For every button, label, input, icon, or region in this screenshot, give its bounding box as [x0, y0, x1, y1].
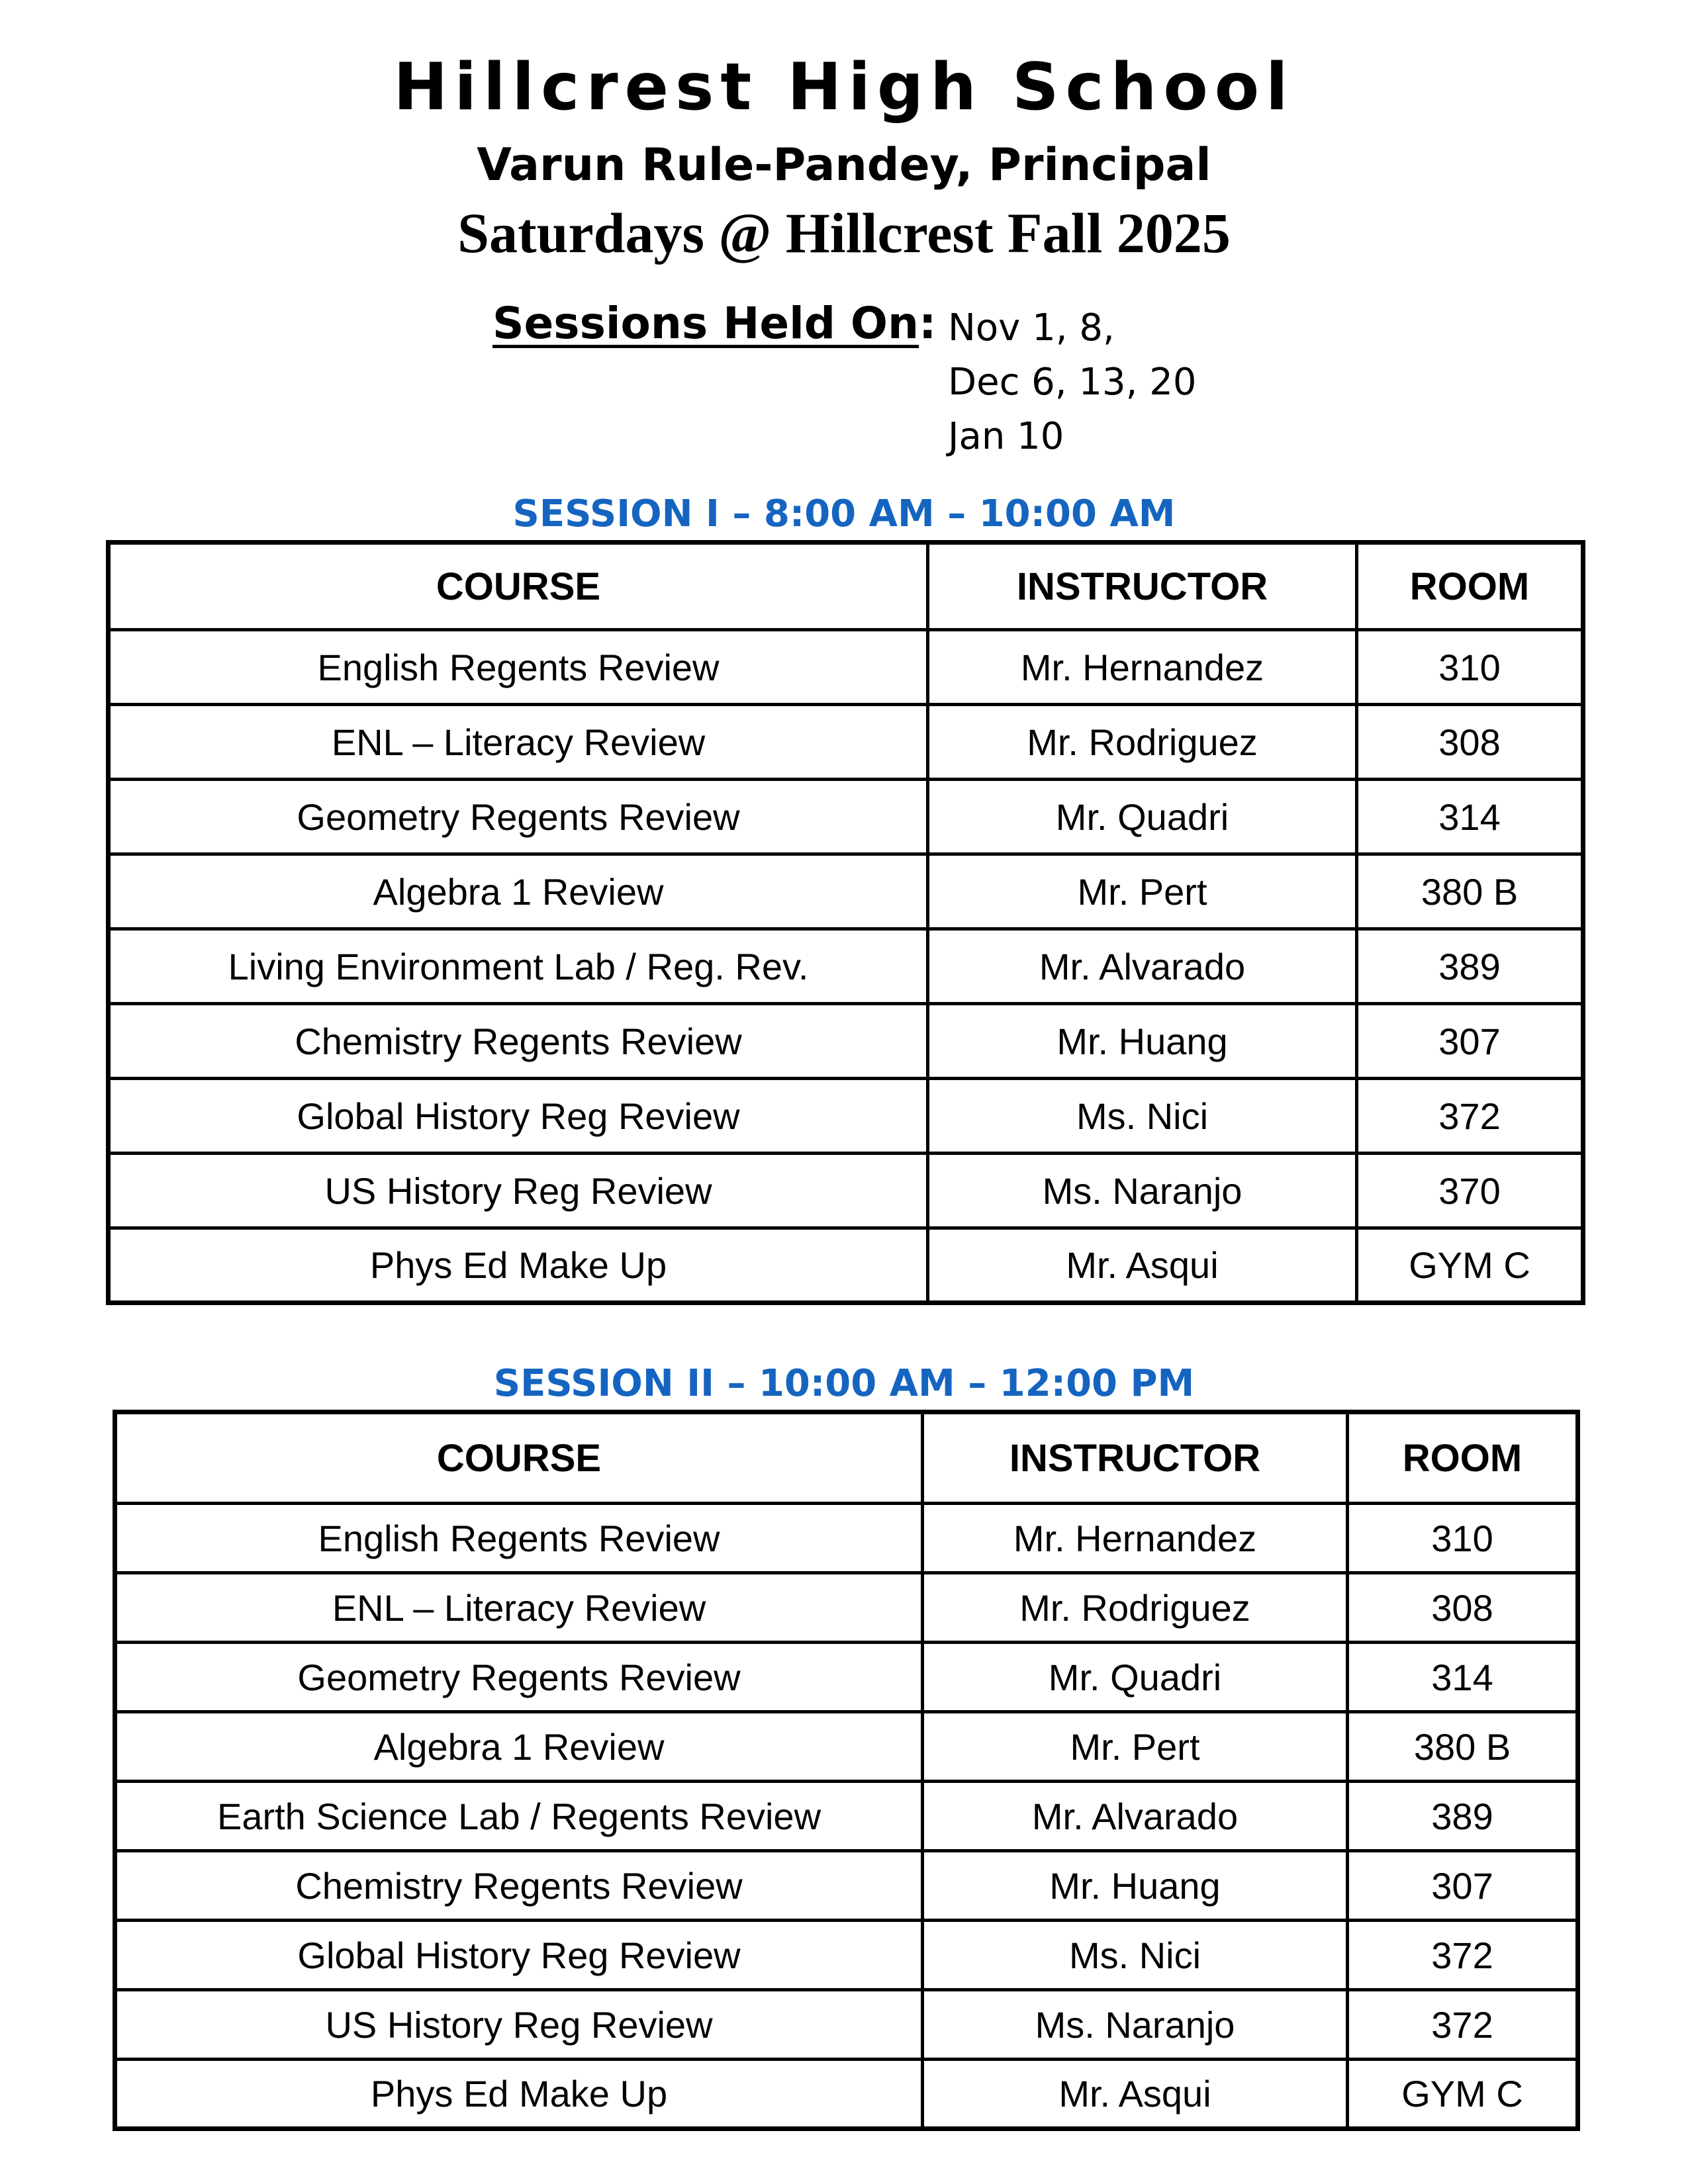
instructor-cell: Mr. Alvarado [923, 1782, 1348, 1851]
sessions-label-text: Sessions Held On [492, 298, 919, 349]
instructor-cell: Ms. Nici [928, 1079, 1357, 1154]
course-cell: Global History Reg Review [109, 1079, 928, 1154]
instructor-cell: Mr. Rodriguez [923, 1573, 1348, 1643]
table-row [109, 630, 1583, 705]
room-cell: 380 B [1357, 854, 1583, 929]
table-row [115, 1504, 1578, 1573]
course-cell: US History Reg Review [115, 1990, 923, 2060]
session-1-heading: SESSION I – 8:00 AM – 10:00 AM [512, 492, 1176, 535]
instructor-cell: Mr. Asqui [928, 1228, 1357, 1303]
course-cell: English Regents Review [115, 1504, 923, 1573]
room-cell: GYM C [1357, 1228, 1583, 1303]
room-cell: GYM C [1348, 2060, 1578, 2129]
table-row [115, 2060, 1578, 2129]
room-cell: 372 [1348, 1921, 1578, 1990]
column-header-instructor: INSTRUCTOR [928, 543, 1357, 630]
table-row [109, 854, 1583, 929]
table-row [109, 1004, 1583, 1079]
table-row [115, 1643, 1578, 1712]
sessions-label-colon: : [919, 298, 937, 349]
session-1-table [106, 540, 1585, 1305]
instructor-cell: Mr. Alvarado [928, 929, 1357, 1004]
instructor-cell: Mr. Pert [928, 854, 1357, 929]
column-header-room: ROOM [1348, 1412, 1578, 1504]
table-row [115, 1782, 1578, 1851]
room-cell: 389 [1348, 1782, 1578, 1851]
course-cell: Geometry Regents Review [109, 780, 928, 854]
course-cell: Chemistry Regents Review [115, 1851, 923, 1921]
instructor-cell: Mr. Huang [923, 1851, 1348, 1921]
instructor-cell: Mr. Quadri [923, 1643, 1348, 1712]
table-header-row [109, 543, 1583, 630]
course-cell: Phys Ed Make Up [115, 2060, 923, 2129]
session-dates-line-2: Dec 6, 13, 20 [948, 361, 1197, 404]
instructor-cell: Mr. Quadri [928, 780, 1357, 854]
course-cell: Chemistry Regents Review [109, 1004, 928, 1079]
school-name: Hillcrest High School [393, 50, 1295, 125]
course-cell: Earth Science Lab / Regents Review [115, 1782, 923, 1851]
session-dates-line-3: Jan 10 [948, 415, 1064, 458]
course-cell: Global History Reg Review [115, 1921, 923, 1990]
course-cell: English Regents Review [109, 630, 928, 705]
program-title: Saturdays @ Hillcrest Fall 2025 [457, 201, 1231, 265]
instructor-cell: Ms. Naranjo [928, 1154, 1357, 1228]
table-row [115, 1851, 1578, 1921]
room-cell: 310 [1348, 1504, 1578, 1573]
room-cell: 314 [1357, 780, 1583, 854]
course-cell: Algebra 1 Review [109, 854, 928, 929]
room-cell: 314 [1348, 1643, 1578, 1712]
course-cell: US History Reg Review [109, 1154, 928, 1228]
course-cell: Living Environment Lab / Reg. Rev. [109, 929, 928, 1004]
column-header-course: COURSE [109, 543, 928, 630]
table-header-row [115, 1412, 1578, 1504]
course-cell: Algebra 1 Review [115, 1712, 923, 1782]
table-row [109, 780, 1583, 854]
instructor-cell: Ms. Naranjo [923, 1990, 1348, 2060]
session-2-table [113, 1410, 1580, 2131]
instructor-cell: Mr. Hernandez [923, 1504, 1348, 1573]
instructor-cell: Mr. Asqui [923, 2060, 1348, 2129]
column-header-course: COURSE [115, 1412, 923, 1504]
room-cell: 307 [1357, 1004, 1583, 1079]
instructor-cell: Mr. Hernandez [928, 630, 1357, 705]
course-cell: ENL – Literacy Review [109, 705, 928, 780]
instructor-cell: Ms. Nici [923, 1921, 1348, 1990]
course-cell: Phys Ed Make Up [109, 1228, 928, 1303]
table-row [109, 1154, 1583, 1228]
course-cell: ENL – Literacy Review [115, 1573, 923, 1643]
principal-name: Varun Rule-Pandey, Principal [477, 139, 1211, 191]
room-cell: 380 B [1348, 1712, 1578, 1782]
course-cell: Geometry Regents Review [115, 1643, 923, 1712]
room-cell: 310 [1357, 630, 1583, 705]
room-cell: 307 [1348, 1851, 1578, 1921]
table-row [115, 1921, 1578, 1990]
session-2-heading: SESSION II – 10:00 AM – 12:00 PM [493, 1362, 1195, 1405]
table-row [109, 929, 1583, 1004]
room-cell: 370 [1357, 1154, 1583, 1228]
column-header-instructor: INSTRUCTOR [923, 1412, 1348, 1504]
sessions-held-on-label [492, 294, 936, 353]
room-cell: 372 [1348, 1990, 1578, 2060]
table-row [109, 705, 1583, 780]
table-row [109, 1228, 1583, 1303]
room-cell: 308 [1357, 705, 1583, 780]
table-row [115, 1990, 1578, 2060]
room-cell: 389 [1357, 929, 1583, 1004]
instructor-cell: Mr. Huang [928, 1004, 1357, 1079]
room-cell: 308 [1348, 1573, 1578, 1643]
table-row [115, 1573, 1578, 1643]
session-dates-line-1: Nov 1, 8, [948, 306, 1115, 349]
table-row [109, 1079, 1583, 1154]
column-header-room: ROOM [1357, 543, 1583, 630]
instructor-cell: Mr. Rodriguez [928, 705, 1357, 780]
table-row [115, 1712, 1578, 1782]
room-cell: 372 [1357, 1079, 1583, 1154]
instructor-cell: Mr. Pert [923, 1712, 1348, 1782]
